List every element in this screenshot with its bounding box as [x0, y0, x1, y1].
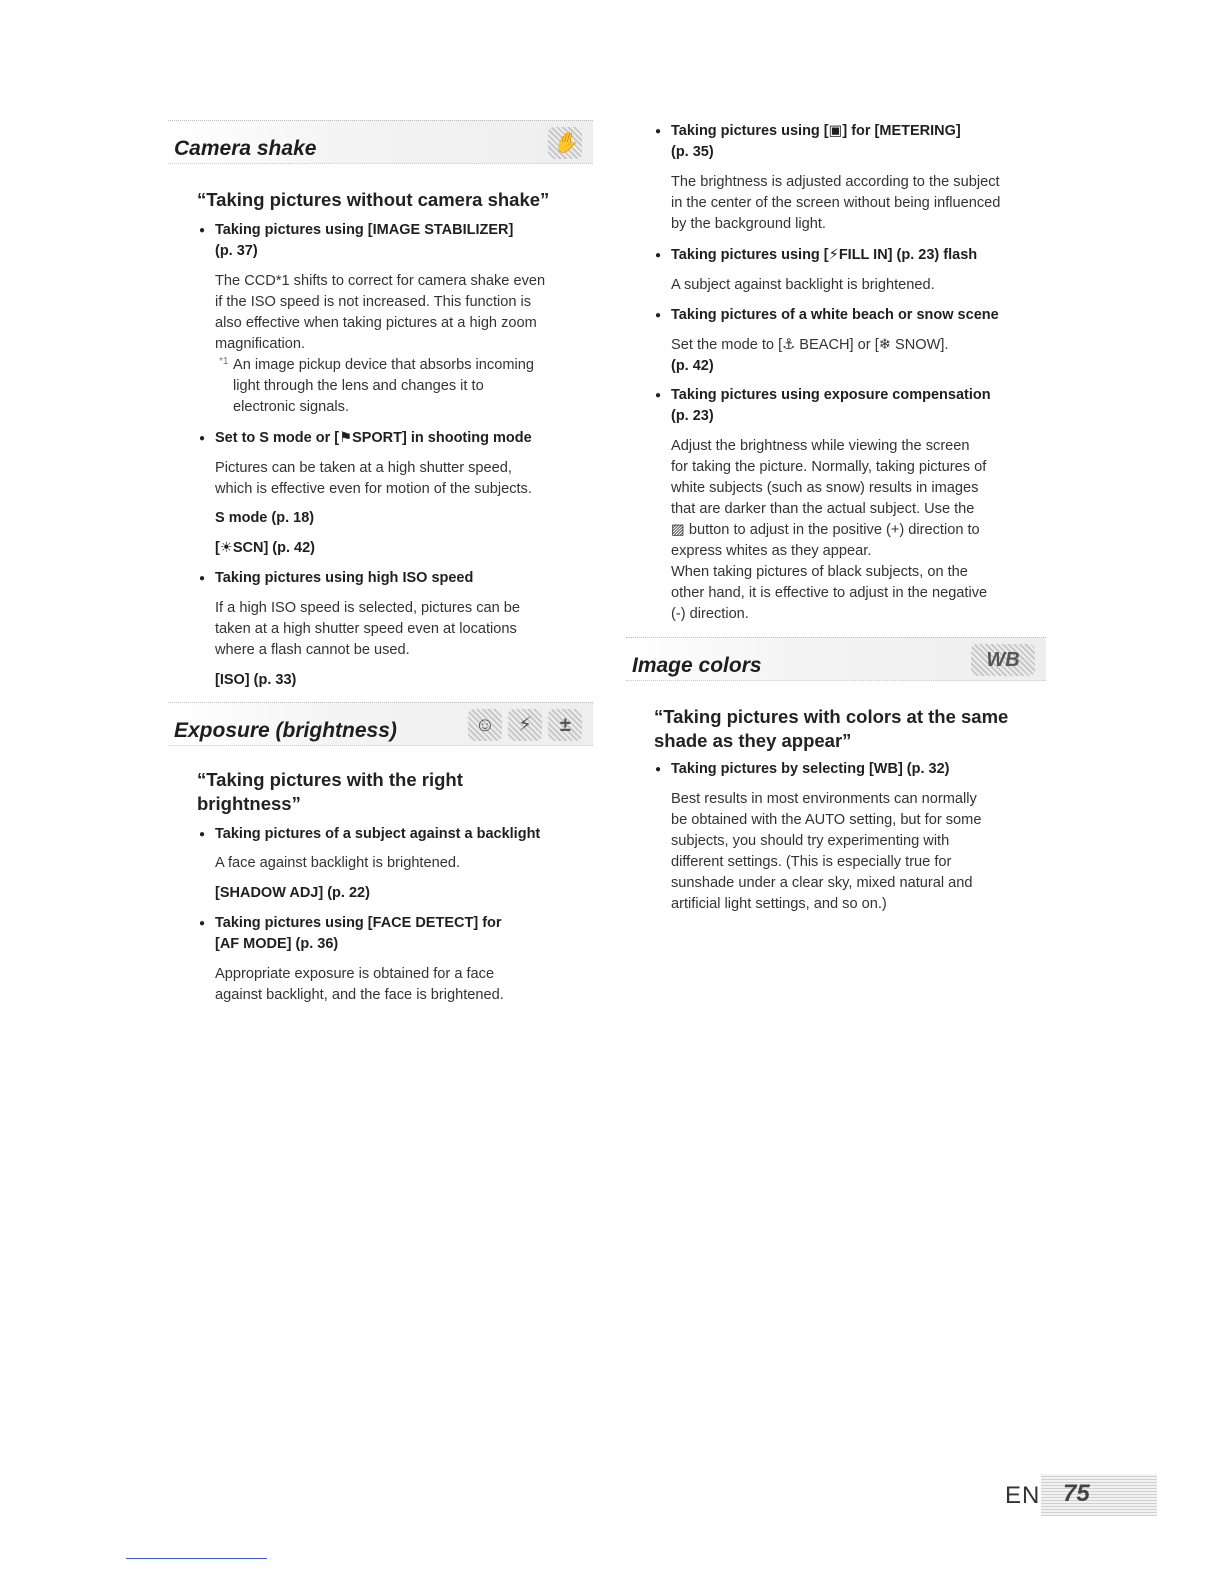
heading-line: “Taking pictures with colors at the same: [654, 706, 1009, 727]
link-underline[interactable]: [126, 1558, 267, 1559]
body-fill-in: A subject against backlight is brightened.: [671, 277, 935, 293]
text-line: sunshade under a clear sky, mixed natural and: [671, 875, 973, 891]
bullet-s-mode-sport: ● Set to S mode or [⚑SPORT] in shooting mode: [215, 428, 595, 449]
body-high-iso: [215, 598, 595, 661]
page-number-box: [1041, 1474, 1157, 1516]
text-line: electronic signals.: [233, 399, 349, 415]
ref-iso: [ISO] (p. 33): [215, 672, 297, 688]
text-line: against backlight, and the face is brightened.: [215, 987, 504, 1003]
ref-image-stabilizer: (p. 37): [215, 243, 258, 259]
text-line: if the ISO speed is not increased. This function is: [215, 294, 532, 310]
body-s-mode-sport: [215, 458, 595, 500]
section-title-image-colors: Image colors: [632, 654, 762, 677]
text-line: artificial light settings, and so on.): [671, 896, 887, 912]
camera-shake-heading: “Taking pictures without camera shake”: [197, 189, 550, 210]
exposure-banner: [168, 702, 593, 746]
page-number: 75: [1063, 1480, 1090, 1507]
bullet-wb: ● Taking pictures by selecting [WB] (p. 32): [671, 759, 1061, 780]
footnote-ccd: [215, 355, 613, 418]
text-line: taken at a high shutter speed even at locations: [215, 621, 517, 637]
text-line: that are darker than the actual subject. Use the: [671, 501, 975, 517]
text-line: where a flash cannot be used.: [215, 642, 410, 658]
text-line: Best results in most environments can normally: [671, 791, 977, 807]
footnote-mark: *1: [219, 356, 229, 367]
image-colors-heading: [654, 705, 1054, 753]
text-line: Appropriate exposure is obtained for a face: [215, 966, 495, 982]
text-line: When taking pictures of black subjects, on the: [671, 564, 968, 580]
text-line: ▨ button to adjust in the positive (+) direction to: [671, 522, 980, 538]
body-exposure-comp: [671, 436, 1061, 625]
exposure-heading: [197, 768, 597, 816]
body-backlight: A face against backlight is brightened.: [215, 855, 461, 871]
text-line: different settings. (This is especially true for: [671, 854, 952, 870]
camera-shake-banner: [168, 120, 593, 164]
bullet-exposure-comp: ● Taking pictures using exposure compensation: [671, 385, 1071, 406]
text-line: by the background light.: [671, 216, 826, 232]
text-line: for taking the picture. Normally, taking pictures of: [671, 459, 987, 475]
image-colors-banner: [626, 637, 1046, 681]
bullet-image-stabilizer: ● Taking pictures using [IMAGE STABILIZER]: [215, 220, 595, 241]
text-line: An image pickup device that absorbs incoming: [233, 357, 534, 373]
bullet-line: [AF MODE] (p. 36): [215, 936, 339, 952]
bullet-metering: ● Taking pictures using [▣] for [METERING]: [671, 121, 1061, 142]
ref-metering: (p. 35): [671, 144, 714, 160]
text-line: subjects, you should try experimenting with: [671, 833, 950, 849]
text-line: light through the lens and changes it to: [233, 378, 484, 394]
text-line: other hand, it is effective to adjust in the negative: [671, 585, 988, 601]
body-beach-snow: Set the mode to [⚓ BEACH] or [❄ SNOW].: [671, 337, 949, 353]
page-footer: [1005, 1474, 1157, 1516]
heading-line: brightness”: [197, 793, 301, 814]
text-line: (-) direction.: [671, 606, 749, 622]
flash-icon: ⚡: [508, 709, 542, 741]
ref-exposure-comp: (p. 23): [671, 408, 714, 424]
body-metering: [671, 172, 1061, 235]
text-line: Adjust the brightness while viewing the screen: [671, 438, 970, 454]
bullet-fill-in: ● Taking pictures using [⚡FILL IN] (p. 23) flash: [671, 245, 1061, 266]
heading-line: “Taking pictures with the right: [197, 769, 463, 790]
ref-s-mode: S mode (p. 18): [215, 510, 315, 526]
hand-shake-icon: ✋: [548, 127, 582, 159]
text-line: in the center of the screen without being influenced: [671, 195, 1001, 211]
body-wb: [671, 789, 1061, 915]
text-line: The CCD*1 shifts to correct for camera shake even: [215, 273, 546, 289]
section-title-camera-shake: Camera shake: [174, 137, 317, 160]
language-label: EN: [1005, 1482, 1041, 1509]
text-line: be obtained with the AUTO setting, but for some: [671, 812, 982, 828]
bullet-line: ● Taking pictures using [FACE DETECT] for: [215, 915, 502, 931]
text-line: magnification.: [215, 336, 306, 352]
bullet-backlight: ● Taking pictures of a subject against a backlight: [215, 824, 605, 845]
text-line: also effective when taking pictures at a high zoom: [215, 315, 537, 331]
white-balance-icon: WB: [971, 644, 1035, 676]
ref-beach-snow: (p. 42): [671, 358, 714, 374]
body-face-detect: [215, 964, 595, 1006]
ref-scn: [☀SCN] (p. 42): [215, 540, 315, 556]
text-line: The brightness is adjusted according to the subject: [671, 174, 1000, 190]
text-line: express whites as they appear.: [671, 543, 872, 559]
text-line: which is effective even for motion of the subjects.: [215, 481, 532, 497]
text-line: If a high ISO speed is selected, pictures can be: [215, 600, 521, 616]
text-line: white subjects (such as snow) results in images: [671, 480, 979, 496]
ref-shadow-adj: [SHADOW ADJ] (p. 22): [215, 885, 370, 901]
heading-line: shade as they appear”: [654, 730, 852, 751]
bullet-high-iso: ● Taking pictures using high ISO speed: [215, 568, 595, 589]
bullet-face-detect: [215, 913, 595, 955]
section-title-exposure: Exposure (brightness): [174, 719, 397, 742]
exposure-comp-icon: ±: [548, 709, 582, 741]
face-icon: ☺: [468, 709, 502, 741]
bullet-beach-snow: ● Taking pictures of a white beach or snow scene: [671, 305, 1071, 326]
text-line: Pictures can be taken at a high shutter speed,: [215, 460, 512, 476]
body-image-stabilizer: [215, 271, 595, 355]
